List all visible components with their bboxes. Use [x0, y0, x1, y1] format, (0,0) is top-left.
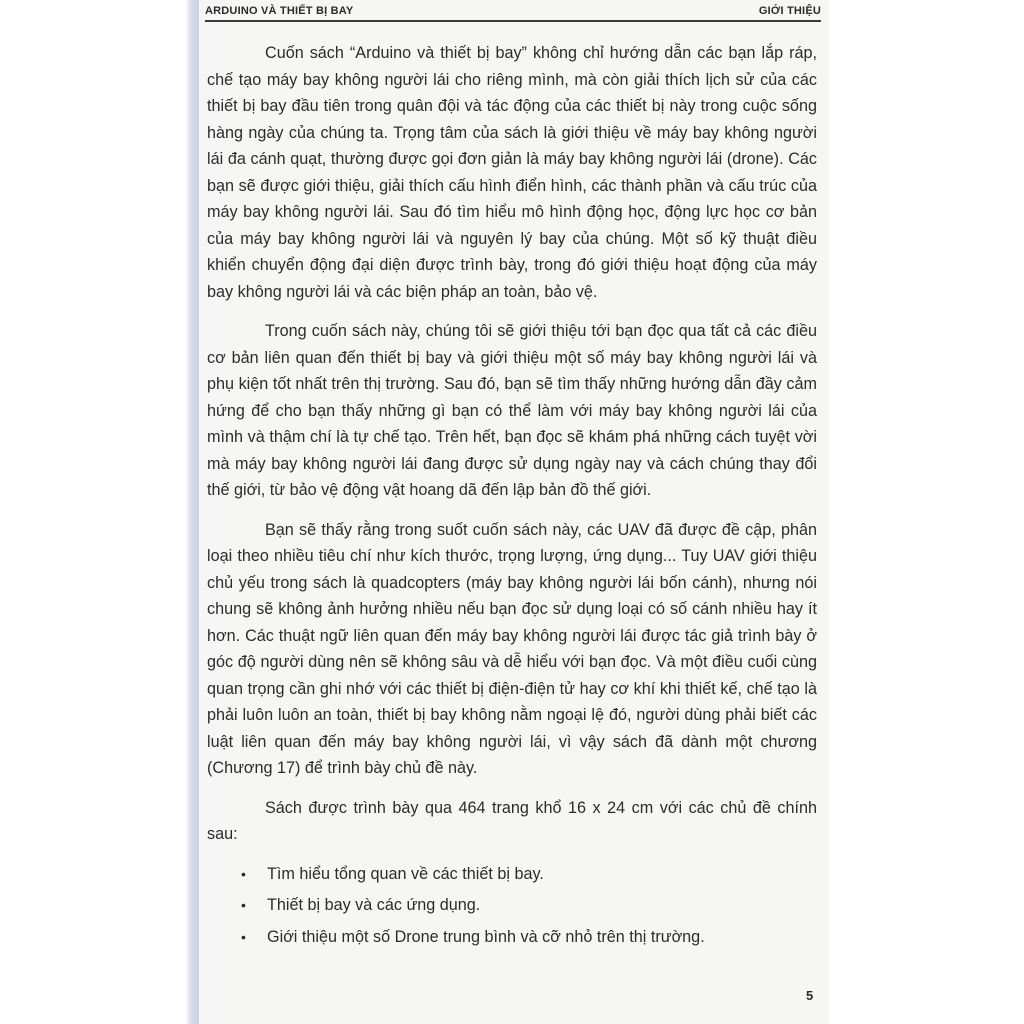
running-header-book-title: ARDUINO VÀ THIẾT BỊ BAY	[205, 5, 354, 17]
paragraph-1: Cuốn sách “Arduino và thiết bị bay” không chỉ hướng dẫn các bạn lắp ráp, chế tạo máy bay không người lái cho riêng mình, mà còn giải thích lịch sử của các thiết bị bay đầu tiên trong quân đội và tác động của các thiết bị này trong cuộc sống hàng ngày của chúng ta. Trọng tâm của sách là giới thiệu về máy bay không người lái đa cánh quạt, thường được gọi đơn giản là máy bay không người lái (drone). Các bạn sẽ được giới thiệu, giải thích cấu hình điển hình, các thành phần và cấu trúc của máy bay không người lái. Sau đó tìm hiểu mô hình động học, động lực học cơ bản của máy bay không người lái và nguyên lý bay của chúng. Một số kỹ thuật điều khiển chuyển động đại diện được trình bày, trong đó giới thiệu hoạt động của máy bay không người lái và các biện pháp an toàn, bảo vệ.	[207, 44, 817, 301]
paragraph-2: Trong cuốn sách này, chúng tôi sẽ giới thiệu tới bạn đọc qua tất cả các điều cơ bản liên quan đến thiết bị bay và giới thiệu một số máy bay không người lái và phụ kiện tốt nhất trên thị trường. Sau đó, bạn sẽ tìm thấy những hướng dẫn đầy cảm hứng để cho bạn thấy những gì bạn có thể làm với máy bay không người lái của mình và thậm chí là tự chế tạo. Trên hết, bạn đọc sẽ khám phá những cách tuyệt vời mà máy bay không người lái đang được sử dụng ngày nay và cách chúng thay đổi thế giới, từ bảo vệ động vật hoang dã đến lập bản đồ thế giới.	[207, 322, 817, 499]
running-header-chapter-title: GIỚI THIỆU	[758, 5, 821, 17]
list-item-text: Tìm hiểu tổng quan về các thiết bị bay.	[267, 864, 544, 883]
list-item	[207, 924, 817, 951]
bullet-icon: •	[241, 897, 246, 913]
page-edge-shadow	[185, 0, 199, 1024]
list-item-text: Thiết bị bay và các ứng dụng.	[267, 896, 481, 914]
background-left	[0, 0, 190, 1024]
bullet-icon: •	[241, 865, 246, 882]
running-header	[205, 4, 821, 22]
background-right	[829, 0, 1024, 1024]
list-item	[207, 861, 817, 888]
paragraph-3: Bạn sẽ thấy rằng trong suốt cuốn sách này, các UAV đã được đề cập, phân loại theo nhiều tiêu chí như kích thước, trọng lượng, ứng dụng... Tuy UAV giới thiệu chủ yếu trong sách là quadcopters (máy bay không người lái bốn cánh), nhưng nói chung sẽ không ảnh hưởng nhiều nếu bạn đọc sử dụng loại có số cánh nhiều hay ít hơn. Các thuật ngữ liên quan đến máy bay không người lái được tác giả trình bày ở góc độ người dùng nên sẽ không sâu và dễ hiểu với bạn đọc. Và một điều cuối cùng quan trọng cần ghi nhớ với các thiết bị điện-điện tử hay cơ khí khi thiết kế, chế tạo là phải luôn luôn an toàn, thiết bị bay không nằm ngoại lệ đó, người dùng phải biết các luật liên quan đến máy bay không người lái, vì vậy sách đã dành một chương (Chương 17) để trình bày chủ đề này.	[207, 520, 817, 777]
paragraph-4: Sách được trình bày qua 464 trang khổ 16 x 24 cm với các chủ đề chính sau:	[207, 798, 817, 843]
list-item	[207, 892, 817, 919]
page-body	[207, 40, 817, 955]
list-item-text: Giới thiệu một số Drone trung bình và cỡ nhỏ trên thị trường.	[267, 927, 705, 946]
topic-list	[207, 861, 817, 951]
bullet-icon: •	[241, 928, 246, 945]
page-number: 5	[806, 988, 814, 1003]
